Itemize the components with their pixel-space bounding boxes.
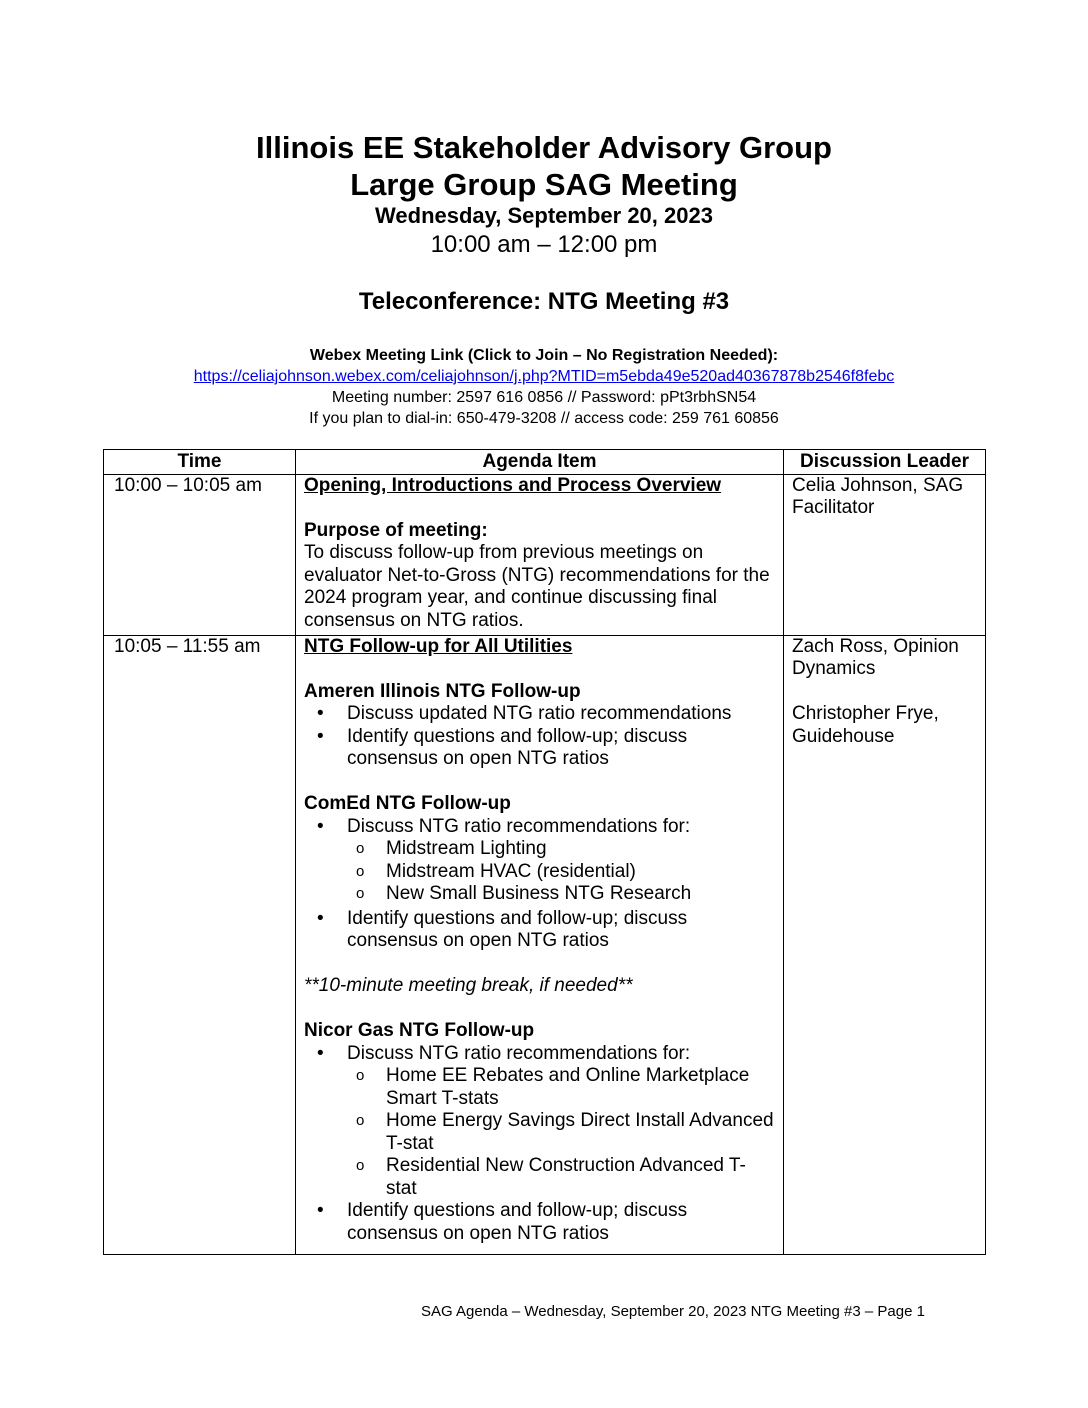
table-header-row — [104, 450, 986, 475]
list-item: • Identify questions and follow-up; discuss consensus on open NTG ratios — [347, 1200, 775, 1245]
document-title: Illinois EE Stakeholder Advisory Group — [256, 130, 832, 165]
sub-list-item: o Midstream Lighting — [386, 838, 775, 861]
webex-link[interactable]: https://celiajohnson.webex.com/celiajohnson/j.php?MTID=m5ebda49e520ad40367878b2546f8febc — [193, 368, 895, 385]
discussion-leader: Celia Johnson, SAG Facilitator — [784, 474, 986, 635]
list-item — [347, 816, 775, 906]
break-note: **10-minute meeting break, if needed** — [304, 975, 633, 996]
sub-list-item: o Home Energy Savings Direct Install Advanced T-stat — [386, 1110, 775, 1155]
teleconference-heading: Teleconference: NTG Meeting #3 — [358, 288, 730, 315]
list-item: • Discuss updated NTG ratio recommendations — [347, 703, 775, 726]
nicor-sublist — [347, 1065, 775, 1200]
list-item-text: Discuss NTG ratio recommendations for: — [347, 815, 691, 837]
meeting-time: 10:00 am – 12:00 pm — [430, 231, 658, 258]
meeting-date: Wednesday, September 20, 2023 — [375, 203, 713, 228]
page-footer: SAG Agenda – Wednesday, September 20, 2023 NTG Meeting #3 – Page 1 — [421, 1303, 925, 1320]
meeting-number: Meeting number: 2597 616 0856 // Password: pPt3rbhSN54 — [331, 389, 757, 406]
dial-in-info: If you plan to dial-in: 650-479-3208 // access code: 259 761 60856 — [309, 410, 779, 427]
ameren-list — [304, 703, 775, 771]
webex-link-label: Webex Meeting Link (Click to Join – No Registration Needed): — [309, 347, 779, 364]
header-discussion-leader: Discussion Leader — [784, 450, 986, 475]
agenda-item-cell — [296, 474, 784, 635]
table-row — [104, 474, 986, 635]
nicor-list — [304, 1043, 775, 1246]
list-item-text: Discuss NTG ratio recommendations for: — [347, 1042, 691, 1064]
sub-list-item: o New Small Business NTG Research — [386, 883, 775, 906]
row-time: 10:05 – 11:55 am — [104, 635, 296, 1254]
agenda-item-title: Opening, Introductions and Process Overview — [304, 474, 722, 496]
discussion-leader: Zach Ross, Opinion Dynamics — [792, 635, 959, 679]
purpose-text: To discuss follow-up from previous meetings on evaluator Net-to-Gross (NTG) recommendations for the 2024 program year, and continue discussing final consensus on NTG ratios. — [304, 542, 770, 631]
sub-list-item: o Home EE Rebates and Online Marketplace Smart T-stats — [386, 1065, 775, 1110]
document-subtitle: Large Group SAG Meeting — [350, 167, 738, 202]
agenda-item-title: NTG Follow-up for All Utilities — [304, 635, 573, 657]
comed-heading: ComEd NTG Follow-up — [304, 793, 511, 814]
agenda-item-cell — [296, 635, 784, 1254]
comed-sublist — [347, 838, 775, 906]
sub-list-item: o Residential New Construction Advanced T-stat — [386, 1155, 775, 1200]
purpose-label: Purpose of meeting: — [304, 519, 488, 541]
sub-list-item: o Midstream HVAC (residential) — [386, 861, 775, 884]
list-item: • Identify questions and follow-up; discuss consensus on open NTG ratios — [347, 726, 775, 771]
discussion-leader: Christopher Frye, Guidehouse — [792, 703, 939, 747]
header-time: Time — [104, 450, 296, 475]
list-item: • Identify questions and follow-up; discuss consensus on open NTG ratios — [347, 908, 775, 953]
discussion-leaders-cell — [784, 635, 986, 1254]
row-time: 10:00 – 10:05 am — [104, 474, 296, 635]
nicor-heading: Nicor Gas NTG Follow-up — [304, 1020, 535, 1041]
table-row — [104, 635, 986, 1254]
ameren-heading: Ameren Illinois NTG Follow-up — [304, 680, 581, 702]
header-agenda-item: Agenda Item — [296, 450, 784, 475]
comed-list — [304, 816, 775, 953]
agenda-table — [103, 449, 986, 1255]
list-item — [347, 1043, 775, 1201]
